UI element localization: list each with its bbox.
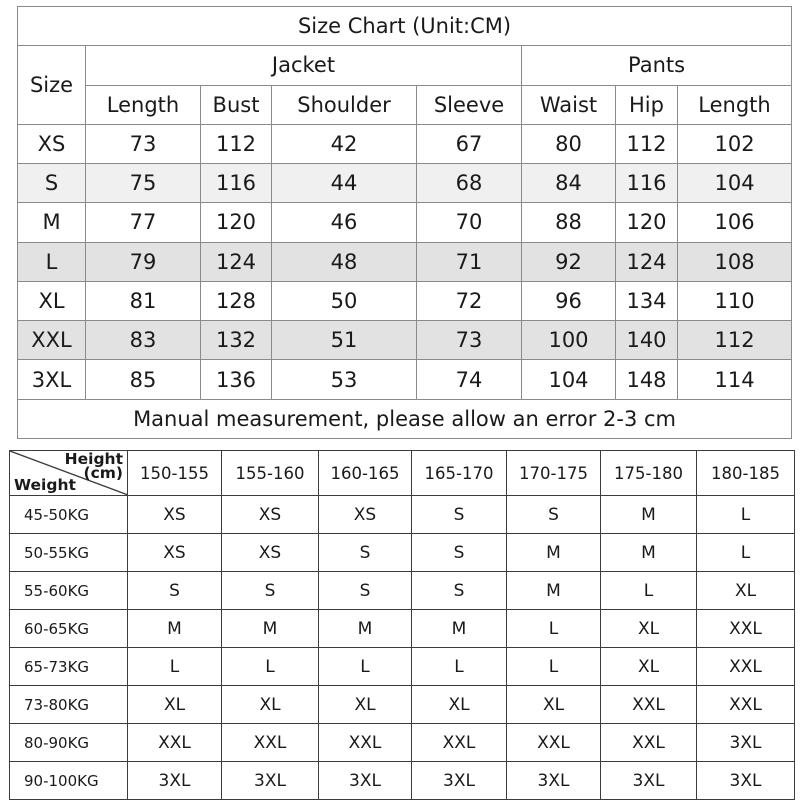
recommended-size-cell: L <box>601 572 697 610</box>
measurement-cell: 124 <box>616 242 678 281</box>
recommended-size-cell: 3XL <box>697 762 795 800</box>
recommended-size-cell: XS <box>319 496 412 534</box>
size-row <box>18 321 792 360</box>
measurement-cell: 134 <box>616 281 678 320</box>
measurement-cell: 120 <box>201 203 272 242</box>
recommended-size-cell: XXL <box>128 724 222 762</box>
recommended-size-cell: 3XL <box>601 762 697 800</box>
measurement-cell: 104 <box>678 164 792 203</box>
column-header-sleeve: Sleeve <box>417 85 522 124</box>
measurement-cell: 124 <box>201 242 272 281</box>
measurement-cell: 74 <box>417 360 522 399</box>
measurement-cell: 48 <box>272 242 417 281</box>
recommended-size-cell: S <box>319 572 412 610</box>
measurement-cell: 116 <box>201 164 272 203</box>
size-label-cell: XXL <box>18 321 86 360</box>
measurement-cell: 108 <box>678 242 792 281</box>
height-range-header: 175-180 <box>601 451 697 496</box>
weight-range-cell: 80-90KG <box>10 724 128 762</box>
recommended-size-cell: S <box>412 534 507 572</box>
height-range-header: 165-170 <box>412 451 507 496</box>
measurement-note: Manual measurement, please allow an error 2-3 cm <box>18 399 792 438</box>
size-row <box>18 164 792 203</box>
recommended-size-cell: S <box>507 496 601 534</box>
pants-group-header: Pants <box>522 46 792 85</box>
size-chart-table <box>17 6 792 439</box>
measurement-cell: 68 <box>417 164 522 203</box>
weight-range-cell: 45-50KG <box>10 496 128 534</box>
recommended-size-cell: L <box>507 610 601 648</box>
recommended-size-cell: XXL <box>697 648 795 686</box>
recommended-size-cell: 3XL <box>222 762 319 800</box>
recommended-size-cell: L <box>222 648 319 686</box>
size-row <box>18 203 792 242</box>
weight-row <box>10 610 795 648</box>
measurement-cell: 67 <box>417 124 522 163</box>
measurement-cell: 136 <box>201 360 272 399</box>
recommended-size-cell: L <box>128 648 222 686</box>
height-unit-label: (cm) <box>83 464 123 482</box>
height-range-header: 160-165 <box>319 451 412 496</box>
weight-range-cell: 55-60KG <box>10 572 128 610</box>
measurement-cell: 80 <box>522 124 616 163</box>
measurement-cell: 112 <box>616 124 678 163</box>
height-range-header: 155-160 <box>222 451 319 496</box>
size-label-cell: XS <box>18 124 86 163</box>
size-label-cell: S <box>18 164 86 203</box>
weight-row <box>10 534 795 572</box>
measurement-cell: 75 <box>86 164 201 203</box>
recommended-size-cell: M <box>601 496 697 534</box>
height-range-header: 180-185 <box>697 451 795 496</box>
weight-range-cell: 73-80KG <box>10 686 128 724</box>
measurement-cell: 96 <box>522 281 616 320</box>
measurement-cell: 148 <box>616 360 678 399</box>
recommended-size-cell: XL <box>412 686 507 724</box>
measurement-cell: 116 <box>616 164 678 203</box>
recommended-size-cell: XS <box>222 534 319 572</box>
recommended-size-cell: XXL <box>601 724 697 762</box>
column-header-hip: Hip <box>616 85 678 124</box>
recommended-size-cell: M <box>507 534 601 572</box>
height-weight-chart-table <box>9 450 795 800</box>
measurement-cell: 53 <box>272 360 417 399</box>
size-label-cell: M <box>18 203 86 242</box>
recommended-size-cell: L <box>412 648 507 686</box>
measurement-cell: 79 <box>86 242 201 281</box>
measurement-cell: 83 <box>86 321 201 360</box>
height-range-header: 170-175 <box>507 451 601 496</box>
size-label-cell: 3XL <box>18 360 86 399</box>
recommended-size-cell: S <box>222 572 319 610</box>
weight-row <box>10 762 795 800</box>
recommended-size-cell: M <box>128 610 222 648</box>
recommended-size-cell: XL <box>507 686 601 724</box>
recommended-size-cell: M <box>507 572 601 610</box>
column-header-jacket-length: Length <box>86 85 201 124</box>
measurement-cell: 110 <box>678 281 792 320</box>
height-label: Height <box>64 450 123 468</box>
size-row <box>18 281 792 320</box>
weight-row <box>10 496 795 534</box>
recommended-size-cell: XS <box>128 496 222 534</box>
column-header-bust: Bust <box>201 85 272 124</box>
recommended-size-cell: XL <box>601 610 697 648</box>
height-range-header: 150-155 <box>128 451 222 496</box>
measurement-cell: 77 <box>86 203 201 242</box>
size-column-header: Size <box>18 46 86 125</box>
recommended-size-cell: XXL <box>412 724 507 762</box>
measurement-cell: 46 <box>272 203 417 242</box>
measurement-cell: 71 <box>417 242 522 281</box>
recommended-size-cell: XXL <box>697 686 795 724</box>
size-row <box>18 242 792 281</box>
recommended-size-cell: M <box>412 610 507 648</box>
measurement-cell: 112 <box>678 321 792 360</box>
jacket-group-header: Jacket <box>86 46 522 85</box>
recommended-size-cell: 3XL <box>412 762 507 800</box>
weight-row <box>10 686 795 724</box>
size-chart-title: Size Chart (Unit:CM) <box>18 7 792 46</box>
measurement-cell: 73 <box>86 124 201 163</box>
column-header-waist: Waist <box>522 85 616 124</box>
recommended-size-cell: XXL <box>319 724 412 762</box>
recommended-size-cell: L <box>319 648 412 686</box>
measurement-cell: 102 <box>678 124 792 163</box>
measurement-cell: 50 <box>272 281 417 320</box>
weight-row <box>10 724 795 762</box>
recommended-size-cell: M <box>222 610 319 648</box>
recommended-size-cell: 3XL <box>697 724 795 762</box>
weight-range-cell: 60-65KG <box>10 610 128 648</box>
recommended-size-cell: XS <box>222 496 319 534</box>
size-label-cell: L <box>18 242 86 281</box>
recommended-size-cell: XL <box>128 686 222 724</box>
measurement-cell: 100 <box>522 321 616 360</box>
measurement-cell: 51 <box>272 321 417 360</box>
measurement-cell: 104 <box>522 360 616 399</box>
recommended-size-cell: XL <box>222 686 319 724</box>
recommended-size-cell: L <box>697 534 795 572</box>
measurement-cell: 140 <box>616 321 678 360</box>
corner-header-cell <box>10 451 128 496</box>
weight-row <box>10 572 795 610</box>
recommended-size-cell: XS <box>128 534 222 572</box>
recommended-size-cell: XXL <box>697 610 795 648</box>
measurement-cell: 84 <box>522 164 616 203</box>
weight-range-cell: 90-100KG <box>10 762 128 800</box>
recommended-size-cell: L <box>697 496 795 534</box>
recommended-size-cell: XL <box>319 686 412 724</box>
recommended-size-cell: XXL <box>507 724 601 762</box>
size-label-cell: XL <box>18 281 86 320</box>
weight-axis-label: Weight <box>14 476 76 494</box>
recommended-size-cell: 3XL <box>319 762 412 800</box>
measurement-cell: 42 <box>272 124 417 163</box>
weight-row <box>10 648 795 686</box>
measurement-cell: 81 <box>86 281 201 320</box>
measurement-cell: 120 <box>616 203 678 242</box>
recommended-size-cell: S <box>412 572 507 610</box>
measurement-cell: 88 <box>522 203 616 242</box>
recommended-size-cell: XL <box>697 572 795 610</box>
recommended-size-cell: S <box>128 572 222 610</box>
weight-range-cell: 50-55KG <box>10 534 128 572</box>
recommended-size-cell: XXL <box>601 686 697 724</box>
measurement-cell: 106 <box>678 203 792 242</box>
size-row <box>18 360 792 399</box>
measurement-cell: 44 <box>272 164 417 203</box>
column-header-shoulder: Shoulder <box>272 85 417 124</box>
measurement-cell: 73 <box>417 321 522 360</box>
recommended-size-cell: L <box>507 648 601 686</box>
recommended-size-cell: 3XL <box>128 762 222 800</box>
measurement-cell: 132 <box>201 321 272 360</box>
measurement-cell: 112 <box>201 124 272 163</box>
recommended-size-cell: M <box>319 610 412 648</box>
measurement-cell: 72 <box>417 281 522 320</box>
size-row <box>18 124 792 163</box>
measurement-cell: 114 <box>678 360 792 399</box>
recommended-size-cell: S <box>412 496 507 534</box>
weight-range-cell: 65-73KG <box>10 648 128 686</box>
measurement-cell: 70 <box>417 203 522 242</box>
recommended-size-cell: XL <box>601 648 697 686</box>
recommended-size-cell: 3XL <box>507 762 601 800</box>
recommended-size-cell: S <box>319 534 412 572</box>
recommended-size-cell: XXL <box>222 724 319 762</box>
measurement-cell: 92 <box>522 242 616 281</box>
measurement-cell: 128 <box>201 281 272 320</box>
measurement-cell: 85 <box>86 360 201 399</box>
recommended-size-cell: M <box>601 534 697 572</box>
column-header-pants-length: Length <box>678 85 792 124</box>
